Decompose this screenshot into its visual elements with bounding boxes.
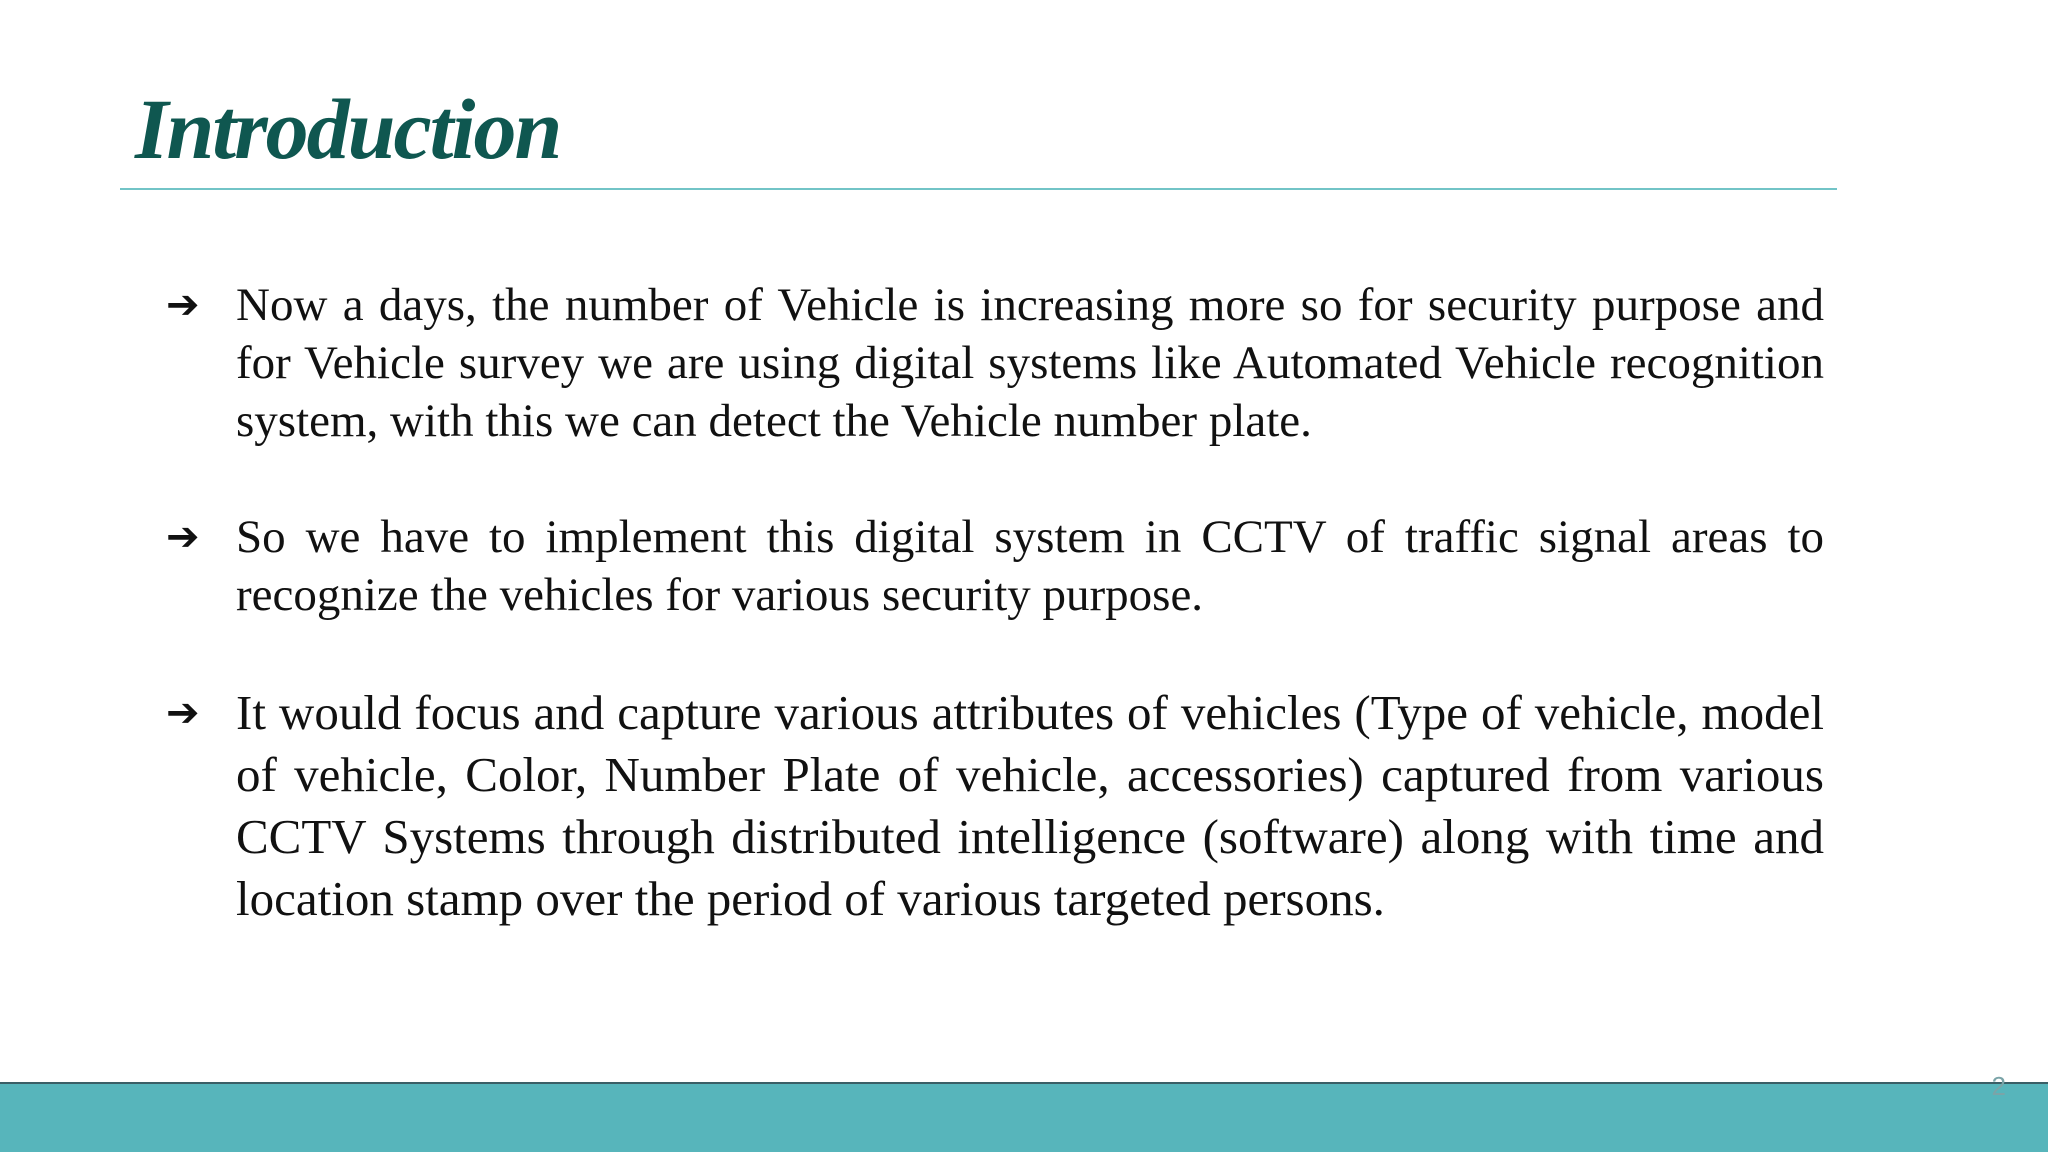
- bullet-text: So we have to implement this digital system in CCTV of traffic signal areas to recognize the vehicles for various security purpose.: [236, 511, 1824, 621]
- arrow-right-icon: ➔: [166, 514, 200, 560]
- bullet-list: [160, 276, 1824, 930]
- bullet-text: It would focus and capture various attributes of vehicles (Type of vehicle, model of vehicle, Color, Number Plate of vehicle, accessories) captured from various CCTV Systems through distributed intelligence (software) along with time and location stamp over the period of various targeted persons.: [236, 685, 1824, 926]
- bullet-item: [160, 276, 1824, 450]
- bullet-item: [160, 682, 1824, 930]
- slide-title: Introduction: [135, 81, 561, 177]
- bullet-item: [160, 508, 1824, 624]
- title-divider: [120, 188, 1837, 190]
- arrow-right-icon: ➔: [166, 690, 200, 736]
- arrow-right-icon: ➔: [166, 282, 200, 328]
- bullet-text: Now a days, the number of Vehicle is increasing more so for security purpose and for Vehicle survey we are using digital systems like Automated Vehicle recognition system, with this we can detect the Vehicle number plate.: [236, 279, 1824, 447]
- page-number: 2: [1991, 1071, 2006, 1101]
- footer-bar: [0, 1082, 2048, 1152]
